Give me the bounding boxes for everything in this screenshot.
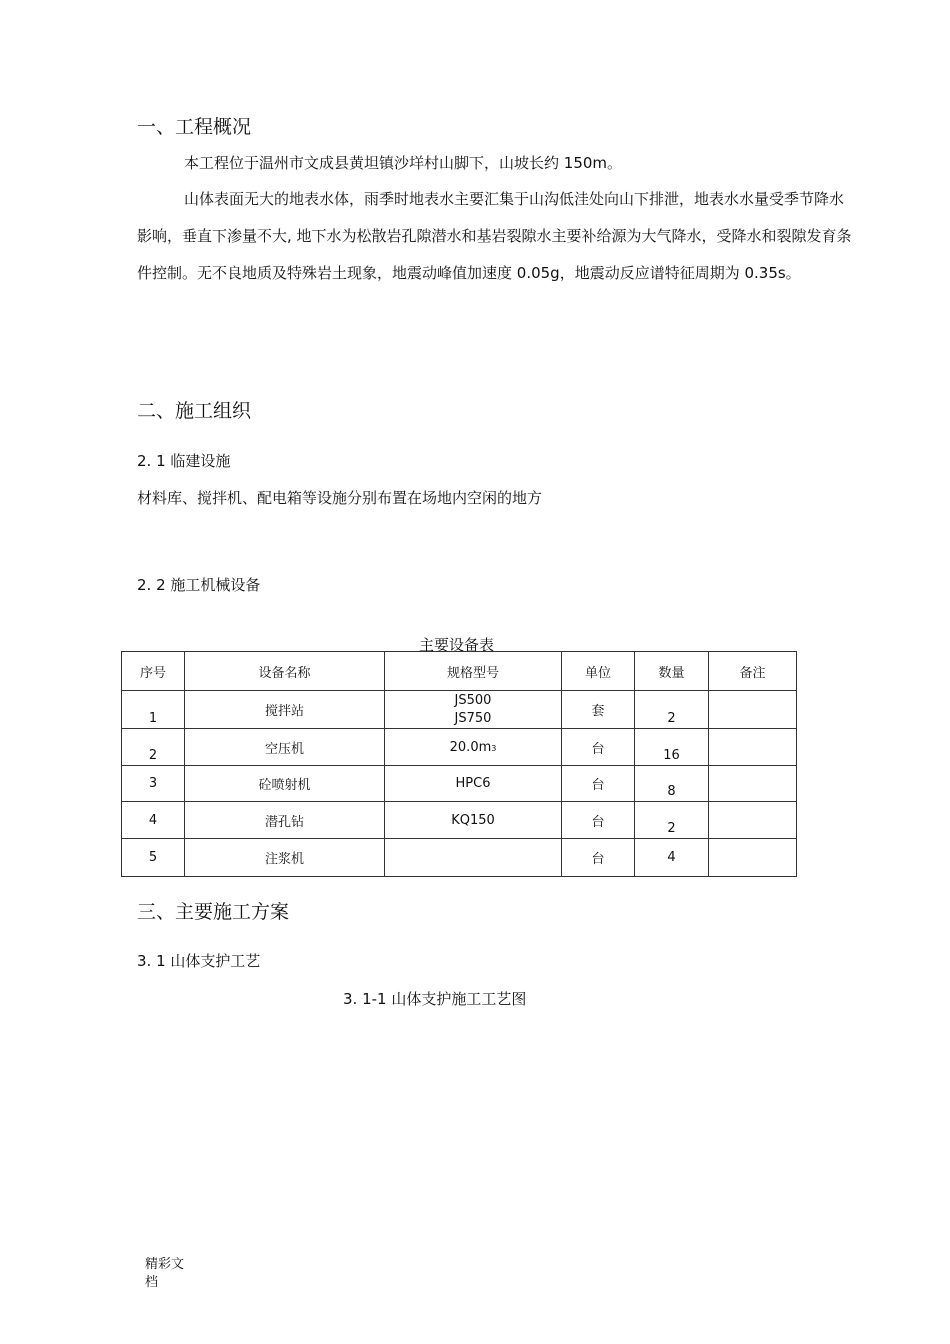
table-row [122,839,797,877]
header-cell: 备注 [709,652,797,691]
cell-note [709,802,797,839]
cell-spec [385,729,562,766]
header-cell: 单位 [562,652,635,691]
subsection-title-machinery: 2. 2 施工机械设备 [137,576,261,594]
figure-caption: 3. 1-1 山体支护施工工艺图 [343,990,527,1008]
cell-no: 2 [122,729,185,766]
subsection-title-slope-support: 3. 1 山体支护工艺 [137,952,261,970]
cell-no: 3 [122,766,185,802]
section-heading-construction-plan: 三、主要施工方案 [137,901,290,923]
cell-unit: 台 [562,766,635,802]
cell-name: 空压机 [185,729,385,766]
spec-line: JS750 [454,710,492,726]
section-heading-organization: 二、施工组织 [137,400,252,422]
paragraph-hydrogeology: 山体表面无大的地表水体，雨季时地表水主要汇集于山沟低洼处向山下排泄，地表水水量受季节降水影响，垂直下渗量不大, 地下水为松散岩孔隙潜水和基岩裂隙水主要补给源为大气降水，受降水和裂隙发育条件控制。无不良地质及特殊岩土现象，地震动峰值加速度 0.05g，地震动反应谱特征周期为 0.35s。 [137,190,852,282]
paragraph-temporary-facilities: 材料库、搅拌机、配电箱等设施分别布置在场地内空闲的地方 [137,489,543,507]
header-cell: 数量 [635,652,709,691]
paragraph-location: 本工程位于温州市文成县黄坦镇沙垟村山脚下，山坡长约 150m。 [184,154,623,172]
equipment-table [121,651,797,877]
cell-spec [385,839,562,877]
cell-name: 潜孔钻 [185,802,385,839]
subsection-title-temporary-facilities: 2. 1 临建设施 [137,452,231,470]
cell-qty: 2 [635,691,709,729]
cell-name: 注浆机 [185,839,385,877]
cell-no: 1 [122,691,185,729]
footer-text: 精彩文档 [145,1257,185,1290]
table-row [122,802,797,839]
table-row [122,766,797,802]
cell-spec: KQ150 [385,802,562,839]
table-row [122,691,797,729]
cell-qty: 2 [635,802,709,839]
cell-unit: 台 [562,802,635,839]
cell-unit: 台 [562,839,635,877]
cell-note [709,766,797,802]
cell-no: 4 [122,802,185,839]
spec-subscript: 3 [491,743,497,753]
header-cell: 规格型号 [385,652,562,691]
cell-no: 5 [122,839,185,877]
cell-unit: 套 [562,691,635,729]
cell-note [709,729,797,766]
table-header-row [122,652,797,691]
cell-qty: 16 [635,729,709,766]
cell-unit: 台 [562,729,635,766]
spec-value: 20.0m [449,739,492,755]
cell-note [709,691,797,729]
header-cell: 设备名称 [185,652,385,691]
spec-line: JS500 [454,692,492,708]
cell-qty: 4 [635,839,709,877]
cell-note [709,839,797,877]
cell-name: 砼喷射机 [185,766,385,802]
cell-name: 搅拌站 [185,691,385,729]
header-cell: 序号 [122,652,185,691]
cell-spec: HPC6 [385,766,562,802]
section-heading-overview: 一、工程概况 [137,116,252,138]
table-caption: 主要设备表 [419,636,495,654]
table-row [122,729,797,766]
cell-qty: 8 [635,766,709,802]
cell-spec [385,691,562,729]
